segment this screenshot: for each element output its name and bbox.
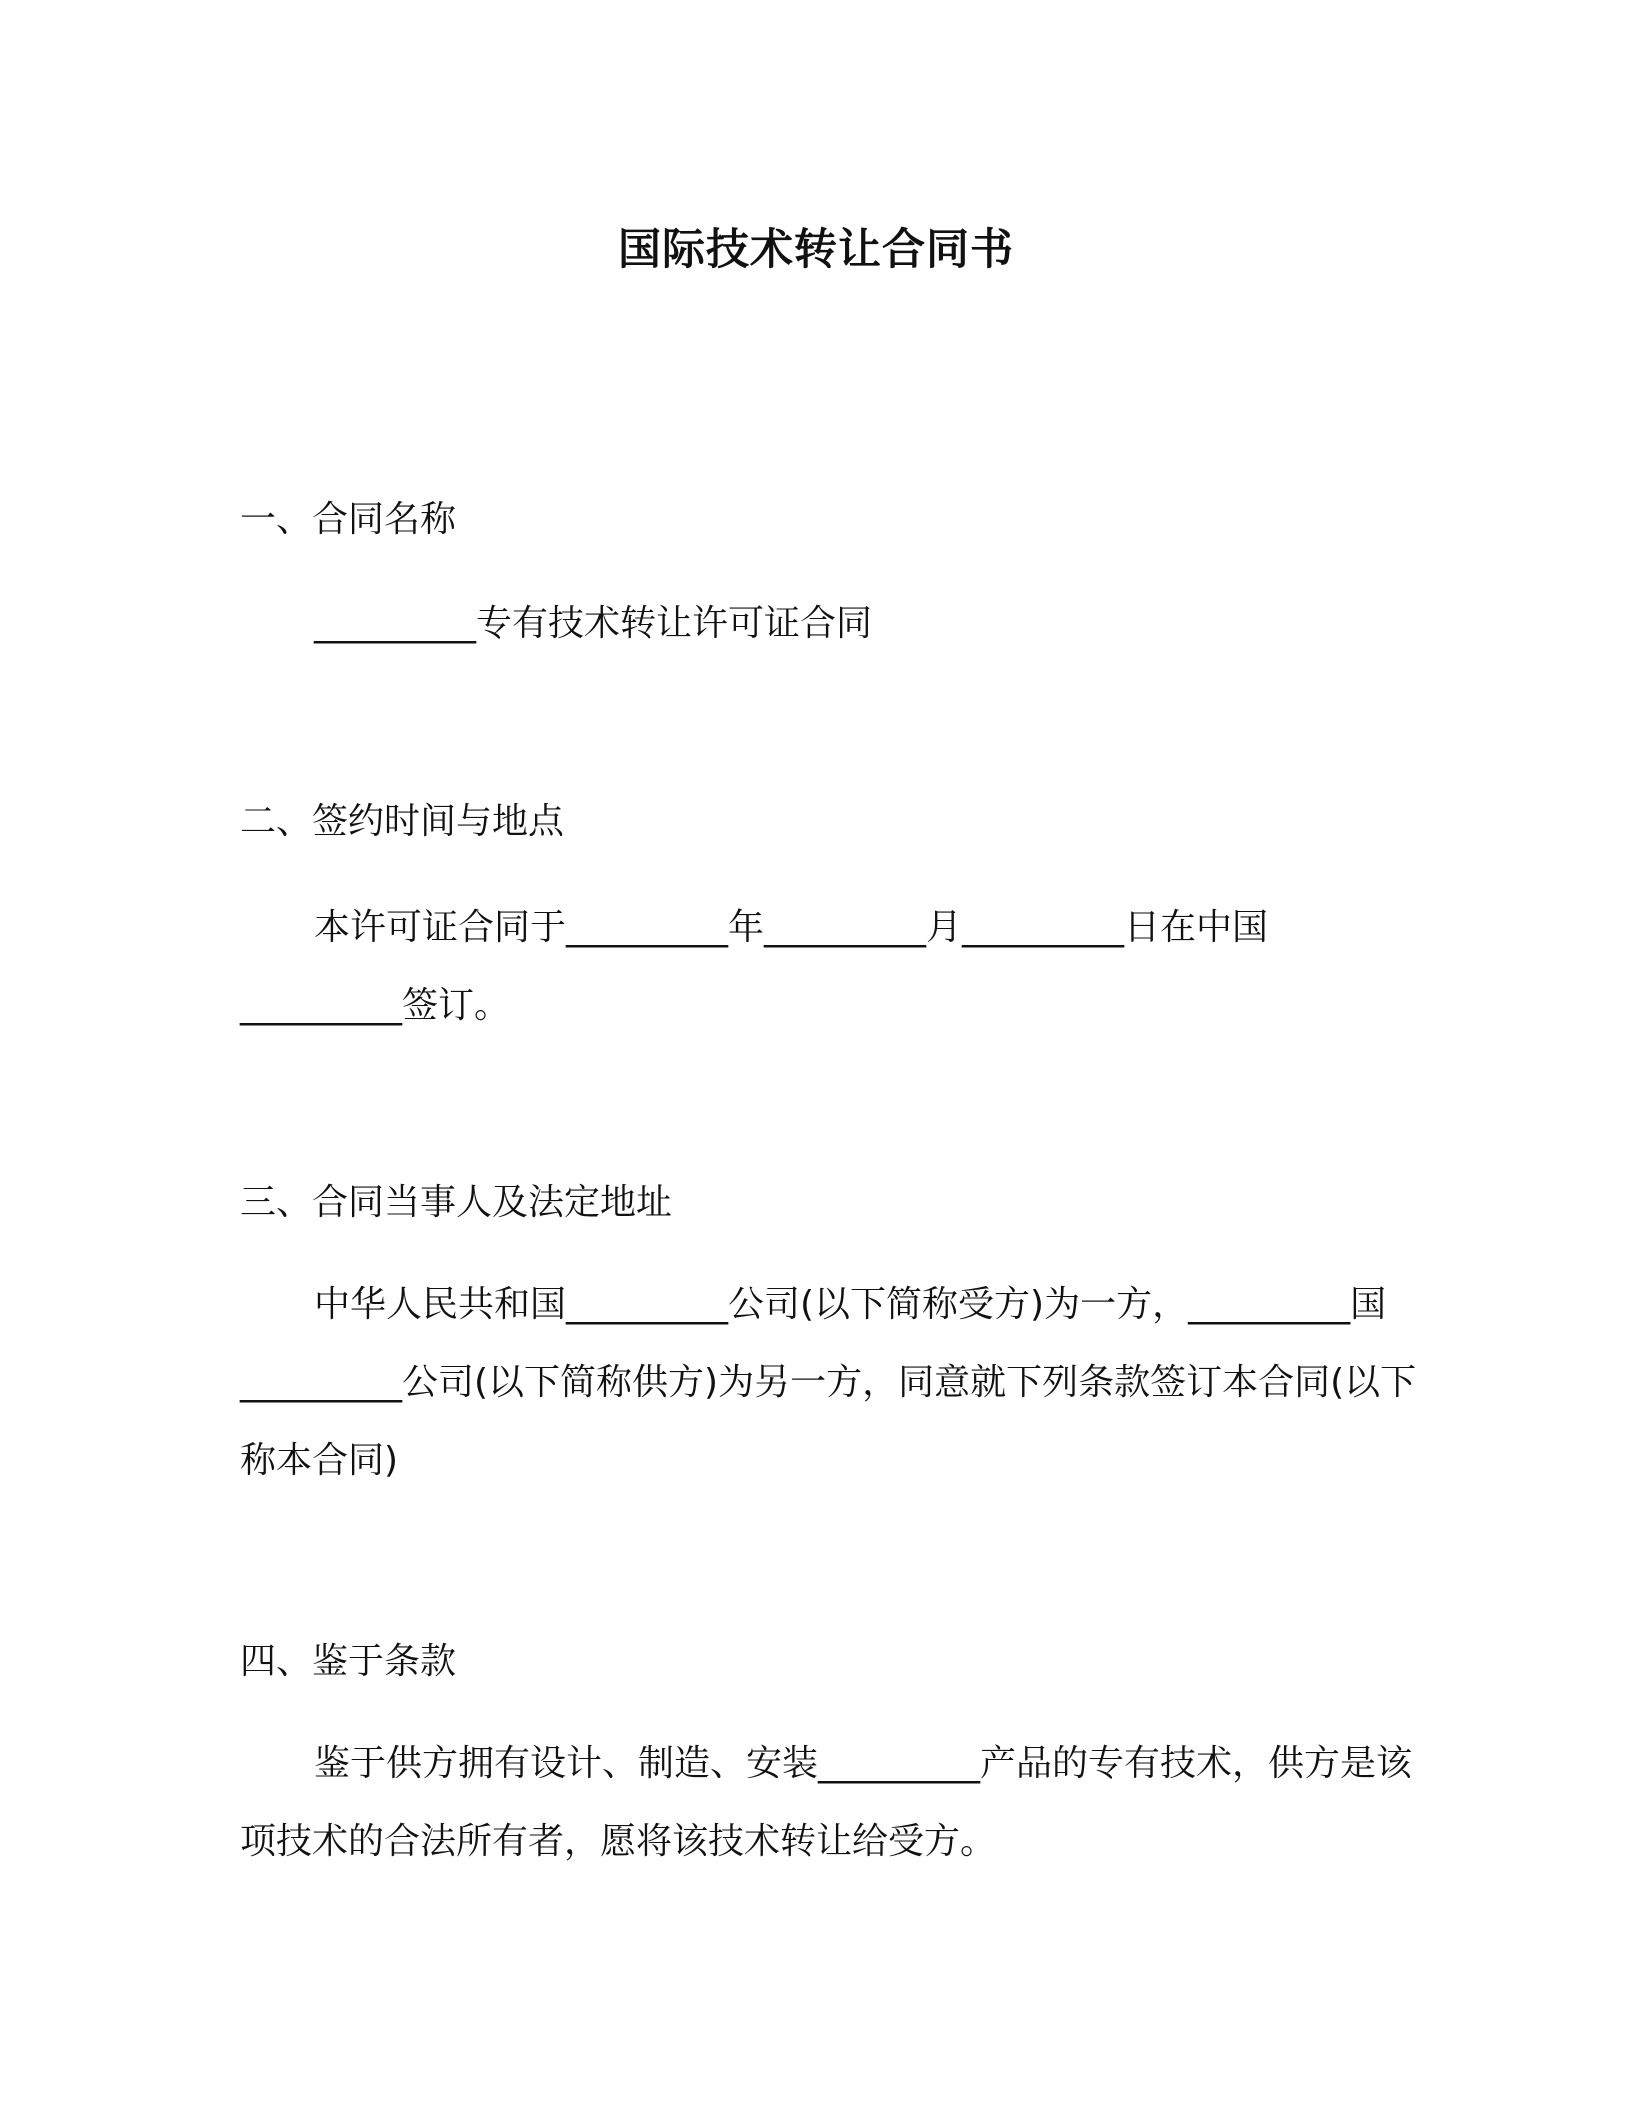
section-paragraph-1: _________专有技术转让许可证合同 [314,603,873,644]
section-paragraph-4: 鉴于供方拥有设计、制造、安装_________产品的专有技术，供方是该项技术的合法所有者，愿将该技术转让给受方。 [240,1743,1413,1862]
section-paragraph-2: 本许可证合同于_________年_________月_________日在中国_________签订。 [240,907,1269,1026]
section-heading-4: 四、鉴于条款 [240,1641,457,1682]
section-heading-3: 三、合同当事人及法定地址 [240,1182,673,1223]
section-paragraph-3: 中华人民共和国_________公司(以下简称受方)为一方，_________国_________公司(以下简称供方)为另一方，同意就下列条款签订本合同(以下称本合同) [240,1284,1417,1481]
section-heading-1: 一、合同名称 [240,499,457,540]
section-heading-2: 二、签约时间与地点 [240,801,565,842]
document-title: 国际技术转让合同书 [618,225,1014,275]
